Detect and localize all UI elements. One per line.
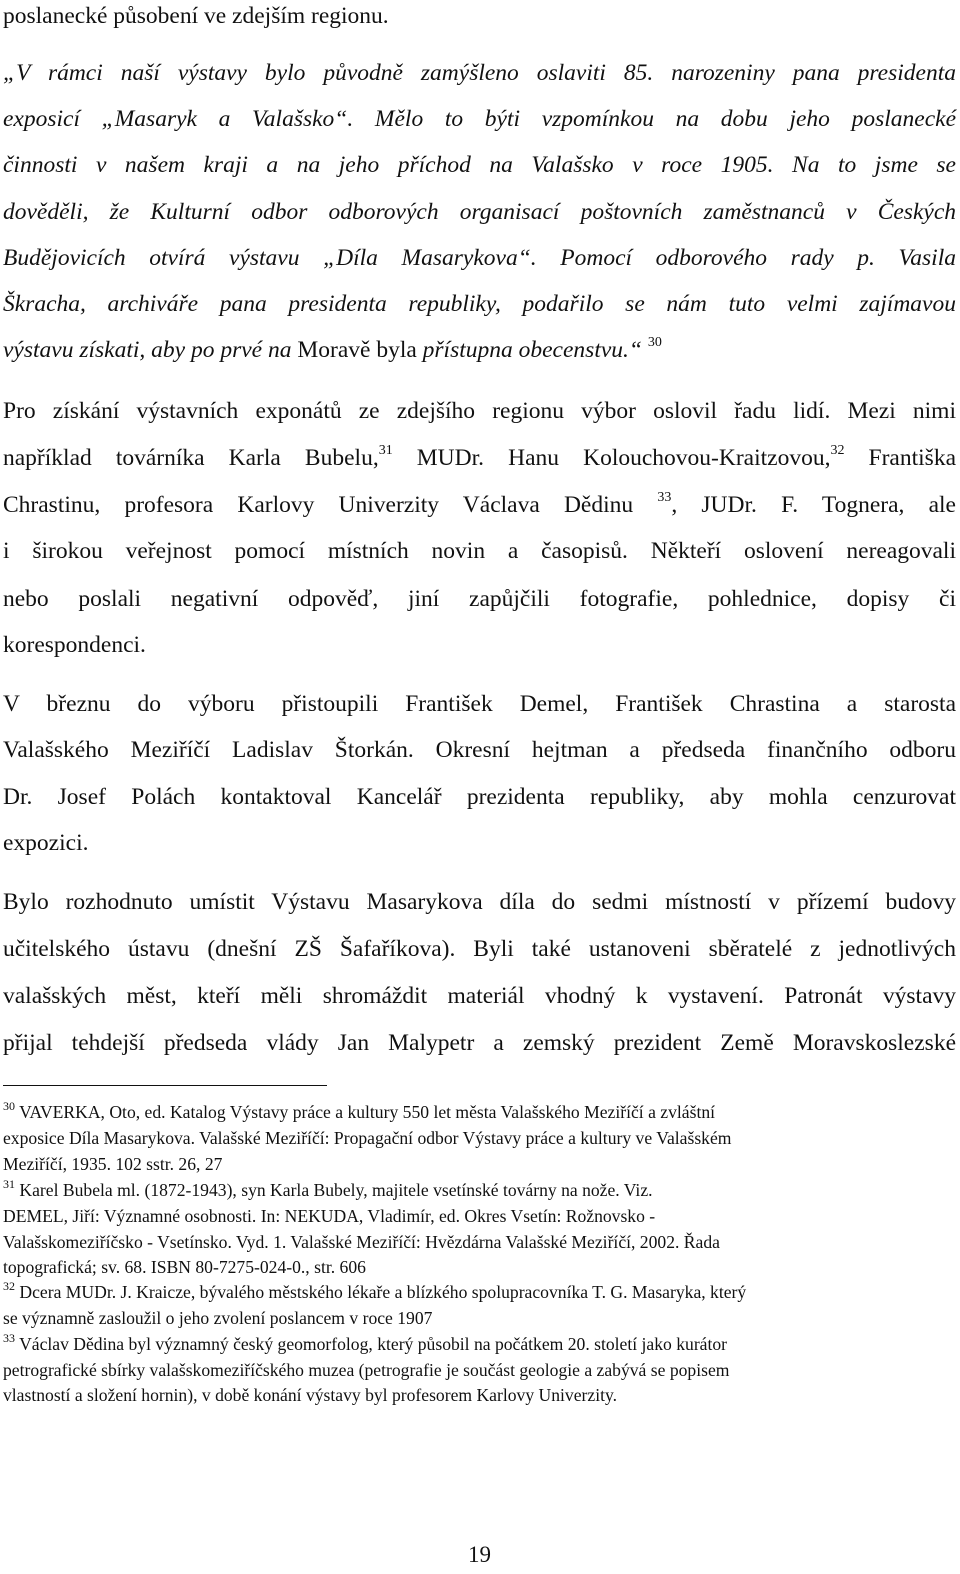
- quote-line: Škracha, archiváře pana presidenta republiky, podařilo se nám tuto velmi zajímavou: [3, 291, 956, 317]
- footnote-line: [3, 1101, 956, 1123]
- footnote-line: Valašskomeziříčsko - Vsetínsko. Vyd. 1. Valašské Meziříčí: Hvězdárna Valašské Meziříčí, 2002. Řada: [3, 1232, 720, 1252]
- text-line: [3, 444, 956, 472]
- quote-line: dověděli, že Kulturní odbor odborových organisací poštovních zaměstnanců v Českých: [3, 199, 956, 225]
- text-line: Valašského Meziříčí Ladislav Štorkán. Okresní hejtman a předseda finančního odboru: [3, 737, 956, 763]
- text-span: Chrastinu, profesora Karlovy Univerzity Václava Dědinu: [3, 492, 658, 518]
- quote-line: činnosti v našem kraji a na jeho příchod na Valašsko v roce 1905. Na to jsme se: [3, 152, 956, 178]
- footnote-number: 32: [3, 1279, 15, 1294]
- footnote-text: Karel Bubela ml. (1872-1943), syn Karla Bubely, majitele vsetínské továrny na nože. Viz.: [15, 1180, 653, 1200]
- footnote-line: se významně zasloužil o jeho zvolení poslancem v roce 1907: [3, 1308, 433, 1328]
- footnote-line: petrografické sbírky valašskomeziříčského muzea (petrografie je součást geologie a zabývá se popisem: [3, 1360, 730, 1380]
- text-line: valašských měst, kteří měli shromáždit materiál vhodný k vystavení. Patronát výstavy: [3, 983, 956, 1009]
- text-span: , JUDr. F. Tognera, ale: [671, 492, 956, 518]
- footnote-text: Václav Dědina byl významný český geomorfolog, který působil na počátkem 20. století jako kurátor: [15, 1334, 728, 1354]
- footnote-line: DEMEL, Jiří: Významné osobnosti. In: NEKUDA, Vladimír, ed. Okres Vsetín: Rožnovsko -: [3, 1206, 656, 1226]
- text-span: MUDr. Hanu Kolouchovou-Kraitzovou,: [392, 445, 831, 471]
- text-line: Bylo rozhodnuto umístit Výstavu Masarykova díla do sedmi místností v přízemí budovy: [3, 889, 956, 915]
- text-line: korespondenci.: [3, 632, 146, 658]
- text-line: poslanecké působení ve zdejším regionu.: [3, 3, 389, 29]
- quote-text-upright: byla: [370, 337, 423, 363]
- text-line: nebo poslali negativní odpověď, jiní zapůjčili fotografie, pohlednice, dopisy či: [3, 586, 956, 612]
- footnote-line: Meziříčí, 1935. 102 sstr. 26, 27: [3, 1154, 223, 1174]
- footnote-ref: 32: [830, 443, 845, 459]
- footnote-line: topografická; sv. 68. ISBN 80-7275-024-0., str. 606: [3, 1257, 366, 1277]
- footnote-ref: 33: [657, 490, 672, 506]
- text-line: [3, 491, 956, 519]
- text-line: i širokou veřejnost pomocí místních novin a časopisů. Někteří oslovení nereagovali: [3, 538, 956, 564]
- closing-quote-mark: “: [628, 337, 642, 363]
- footnote-number: 31: [3, 1177, 15, 1192]
- text-line: přijal tehdejší předseda vlády Jan Malypetr a zemský prezident Země Moravskoslezské: [3, 1030, 956, 1056]
- footnote-line: vlastností a složení hornin), v době konání výstavy byl profesorem Karlovy Univerzity.: [3, 1385, 618, 1405]
- quote-text-upright: Moravě: [297, 337, 371, 363]
- text-span: například továrníka Karla Bubelu,: [3, 445, 379, 471]
- text-line: expozici.: [3, 830, 89, 856]
- footnote-number: 30: [3, 1099, 15, 1114]
- footnote-ref: 30: [647, 335, 662, 351]
- text-line: Dr. Josef Polách kontaktoval Kancelář prezidenta republiky, aby mohla cenzurovat: [3, 784, 956, 810]
- text-span: Františka: [844, 445, 956, 471]
- quote-text: výstavu získati, aby po prvé na: [3, 337, 298, 363]
- quote-line-last: [3, 336, 956, 364]
- footnote-line: exposice Díla Masarykova. Valašské Meziříčí: Propagační odbor Výstavy práce a kultury ve Valašském: [3, 1128, 732, 1148]
- quote-text: přístupna obecenstvu.: [422, 337, 629, 363]
- footnote-ref: 31: [378, 443, 393, 459]
- footnote-line: [3, 1333, 956, 1355]
- page-number: 19: [468, 1542, 491, 1567]
- footnote-number: 33: [3, 1331, 15, 1346]
- footnote-line: [3, 1179, 956, 1201]
- text-line: Pro získání výstavních exponátů ze zdejšího regionu výbor oslovil řadu lidí. Mezi nimi: [3, 398, 956, 424]
- footnote-line: [3, 1281, 956, 1303]
- text-line: V březnu do výboru přistoupili František Demel, František Chrastina a starosta: [3, 691, 956, 717]
- text-line: učitelského ústavu (dnešní ZŠ Šafaříkova). Byli také ustanoveni sběratelé z jednotlivých: [3, 936, 956, 962]
- quote-line: „V rámci naší výstavy bylo původně zamýšleno oslaviti 85. narozeniny pana presidenta: [3, 60, 956, 86]
- quote-line: Budějovicích otvírá výstavu „Díla Masarykova“. Pomocí odborového rady p. Vasila: [3, 245, 956, 271]
- footnote-separator: [3, 1085, 327, 1086]
- quote-line: exposicí „Masaryk a Valašsko“. Mělo to býti vzpomínkou na dobu jeho poslanecké: [3, 106, 956, 132]
- footnote-text: Dcera MUDr. J. Kraicze, bývalého městského lékaře a blízkého spolupracovníka T. G. Masaryka, který: [15, 1282, 747, 1302]
- footnote-text: VAVERKA, Oto, ed. Katalog Výstavy práce a kultury 550 let města Valašského Meziříčí a zvláštní: [15, 1102, 716, 1122]
